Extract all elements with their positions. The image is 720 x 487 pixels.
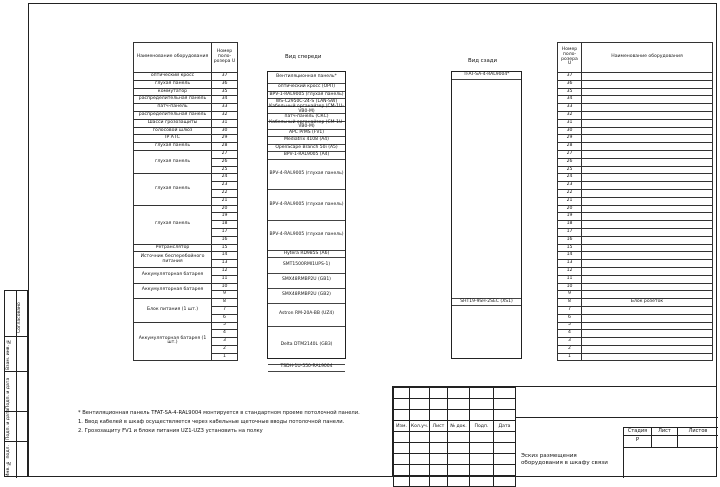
right-table-row: [558, 314, 713, 322]
left-cell-num: 10: [212, 283, 238, 291]
right-table-row: [558, 73, 713, 81]
note-0: * Вентиляционная панель TFAT-SA-4-RAL9004 монтируется в стандартном проеме потолочной панели.: [78, 410, 360, 416]
right-table-row: [558, 275, 713, 283]
left-cell-num: 4: [212, 330, 238, 338]
right-table-row: [558, 299, 713, 307]
right-cell-name: [582, 345, 713, 353]
note-1: 1. Ввод кабелей в шкаф осуществляется через кабельные щеточные вводы потолочной панели.: [78, 419, 345, 426]
stamp-inv-orig: Инв. № подл.: [6, 445, 11, 477]
right-cell-num: 18: [558, 221, 582, 229]
front-rack-item: BPV-1-RAL9005 (А4): [268, 152, 345, 160]
right-cell-name: [582, 143, 713, 151]
right-table-row: [558, 104, 713, 112]
right-cell-num: 36: [558, 80, 582, 88]
left-table-row: [134, 80, 238, 88]
left-cell-name: глухая панель: [134, 174, 212, 205]
left-cell-num: 12: [212, 267, 238, 275]
right-cell-name: [582, 96, 713, 104]
left-cell-num: 34: [212, 96, 238, 104]
right-cell-num: 9: [558, 291, 582, 299]
front-view-rack: [267, 71, 346, 370]
left-cell-num: 7: [212, 306, 238, 314]
left-cell-num: 19: [212, 213, 238, 221]
left-table-row: [134, 96, 238, 104]
right-cell-num: 13: [558, 260, 582, 268]
right-cell-num: 34: [558, 96, 582, 104]
right-cell-num: 14: [558, 252, 582, 260]
rear-view-rack: [451, 71, 522, 359]
right-cell-name: Блок розеток: [582, 299, 713, 307]
left-cell-name: глухая панель: [134, 143, 212, 151]
right-table-row: [558, 158, 713, 166]
left-cell-num: 31: [212, 119, 238, 127]
left-cell-num: 25: [212, 166, 238, 174]
right-header-name: Наименование оборудования: [582, 43, 713, 73]
right-table-row: [558, 205, 713, 213]
right-cell-name: [582, 213, 713, 221]
right-table-row: [558, 143, 713, 151]
right-cell-num: 35: [558, 88, 582, 96]
left-table-row: [134, 244, 238, 252]
left-table-row: [134, 150, 238, 158]
right-cell-num: 11: [558, 275, 582, 283]
right-cell-num: 4: [558, 330, 582, 338]
right-cell-num: 8: [558, 299, 582, 307]
right-table-row: [558, 345, 713, 353]
front-rack-item: SMX48RMBP2U (GB1): [268, 274, 345, 289]
right-cell-name: [582, 330, 713, 338]
left-table-row: [134, 135, 238, 143]
right-table-row: [558, 213, 713, 221]
right-table-row: [558, 306, 713, 314]
left-cell-num: 36: [212, 80, 238, 88]
left-cell-num: 15: [212, 244, 238, 252]
left-cell-num: 1: [212, 353, 238, 361]
left-cell-num: 28: [212, 143, 238, 151]
right-cell-name: [582, 267, 713, 275]
left-equipment-table: [133, 42, 238, 361]
left-cell-name: глухая панель: [134, 205, 212, 244]
rear-view-title: Вид сзади: [468, 58, 498, 64]
notes: [78, 410, 378, 437]
left-cell-name: Ретранслятор: [134, 244, 212, 252]
right-table-row: [558, 127, 713, 135]
right-cell-num: 37: [558, 73, 582, 81]
left-table-row: [134, 174, 238, 182]
left-cell-name: Аккумуляторная батарея: [134, 267, 212, 283]
drawing-caption: Эскиз размещения оборудования в шкафу связи: [521, 453, 608, 467]
right-table-row: [558, 88, 713, 96]
right-cell-name: [582, 353, 713, 361]
rev-col-header: Кол.уч.: [410, 421, 430, 432]
left-cell-num: 13: [212, 260, 238, 268]
right-cell-num: 12: [558, 267, 582, 275]
rev-col-header: Изм.: [394, 421, 410, 432]
rev-col-header: Лист: [430, 421, 448, 432]
front-rack-item: BPV-4-RAL9005 (глухая панель): [268, 160, 345, 190]
left-table-row: [134, 299, 238, 307]
right-header-num: Номер поло-розера U: [558, 43, 582, 73]
right-cell-num: 5: [558, 322, 582, 330]
left-table-row: [134, 73, 238, 81]
stamp-sign-date: Подп. и дата: [6, 377, 11, 409]
left-header-num: Номер поло-розера U: [212, 43, 238, 73]
right-table-row: [558, 119, 713, 127]
stage-value: Р: [635, 437, 640, 443]
stage-header: Стадия: [627, 428, 648, 434]
left-cell-num: 29: [212, 135, 238, 143]
right-cell-num: 21: [558, 197, 582, 205]
rev-col-header: Дата: [494, 421, 516, 432]
front-rack-item: оптический кросс (ОРП): [268, 84, 345, 92]
right-cell-num: 26: [558, 158, 582, 166]
right-cell-num: 30: [558, 127, 582, 135]
right-table-row: [558, 111, 713, 119]
right-table-row: [558, 135, 713, 143]
title-block: [392, 386, 717, 477]
right-cell-name: [582, 158, 713, 166]
right-table-row: [558, 252, 713, 260]
front-rack-item: SMX48RMBP2U (GB2): [268, 289, 345, 304]
left-cell-num: 20: [212, 205, 238, 213]
right-table-row: [558, 228, 713, 236]
right-cell-name: [582, 228, 713, 236]
right-equipment-table: [557, 42, 713, 361]
front-rack-item: OpenScape Branch 50i (A5): [268, 145, 345, 153]
right-cell-name: [582, 135, 713, 143]
left-cell-name: глухая панель: [134, 150, 212, 173]
left-cell-num: 32: [212, 111, 238, 119]
front-rack-item: Delta DTM2140L (GB3): [268, 327, 345, 365]
right-table-row: [558, 283, 713, 291]
right-table-row: [558, 150, 713, 158]
right-cell-num: 20: [558, 205, 582, 213]
right-table-row: [558, 338, 713, 346]
sheet-header: Лист: [658, 428, 671, 434]
front-rack-item: Astron RM-20A-BB (UZ4): [268, 304, 345, 327]
left-cell-name: Блок питания (1 шт.): [134, 299, 212, 322]
right-table-row: [558, 197, 713, 205]
left-table-row: [134, 322, 238, 330]
front-rack-item: Кабельный органайзер (CM-1U-VB0-M): [269, 104, 344, 115]
left-cell-num: 24: [212, 174, 238, 182]
left-table-row: [134, 283, 238, 291]
front-rack-item: патч-панель (СКС): [268, 114, 345, 122]
right-cell-name: [582, 166, 713, 174]
right-cell-name: [582, 197, 713, 205]
right-cell-name: [582, 252, 713, 260]
stamp-agreed: Согласовано: [17, 302, 22, 333]
right-cell-name: [582, 111, 713, 119]
right-cell-num: 10: [558, 283, 582, 291]
right-cell-num: 3: [558, 338, 582, 346]
left-cell-num: 16: [212, 236, 238, 244]
right-table-row: [558, 182, 713, 190]
sheets-header: Листов: [688, 428, 708, 434]
front-rack-item: Hytera RD985S (А6): [268, 251, 345, 259]
right-cell-num: 23: [558, 182, 582, 190]
right-table-row: [558, 260, 713, 268]
left-cell-name: распределительная панель: [134, 111, 212, 119]
right-cell-num: 2: [558, 345, 582, 353]
right-cell-name: [582, 283, 713, 291]
right-cell-num: 1: [558, 353, 582, 361]
left-table-row: [134, 252, 238, 260]
right-cell-name: [582, 291, 713, 299]
right-cell-name: [582, 236, 713, 244]
left-cell-num: 14: [212, 252, 238, 260]
left-cell-num: 5: [212, 322, 238, 330]
left-cell-num: 37: [212, 73, 238, 81]
rear-vent-panel: TFAT-SA-4-RAL9004*: [452, 72, 521, 80]
left-cell-num: 6: [212, 314, 238, 322]
right-cell-num: 22: [558, 189, 582, 197]
right-cell-name: [582, 174, 713, 182]
right-cell-name: [582, 119, 713, 127]
rev-col-header: Подп.: [470, 421, 494, 432]
front-rack-item: Кабельный органайзер (CM-1U-VB0-M): [269, 119, 344, 130]
right-table-row: [558, 322, 713, 330]
front-rack-item: Mediatrix 4108 (A4): [268, 137, 345, 145]
right-cell-num: 25: [558, 166, 582, 174]
right-cell-num: 19: [558, 213, 582, 221]
left-cell-num: 22: [212, 189, 238, 197]
right-cell-num: 16: [558, 236, 582, 244]
right-cell-num: 24: [558, 174, 582, 182]
left-cell-num: 23: [212, 182, 238, 190]
note-2: 2. Грозозащиту FV1 и блоки питания UZ1-UZ3 установить на полку: [78, 428, 263, 435]
left-cell-num: 18: [212, 221, 238, 229]
right-cell-num: 33: [558, 104, 582, 112]
right-table-row: [558, 80, 713, 88]
right-table-row: [558, 166, 713, 174]
left-cell-name: Аккумуляторная батарея: [134, 283, 212, 299]
left-cell-num: 27: [212, 150, 238, 158]
right-table-row: [558, 330, 713, 338]
front-rack-item: Вентиляционная панель*: [268, 72, 345, 84]
left-cell-name: коммутатор: [134, 88, 212, 96]
right-cell-num: 28: [558, 143, 582, 151]
left-cell-num: 3: [212, 338, 238, 346]
right-cell-name: [582, 189, 713, 197]
left-cell-num: 35: [212, 88, 238, 96]
right-cell-name: [582, 127, 713, 135]
right-cell-name: [582, 314, 713, 322]
right-cell-num: 29: [558, 135, 582, 143]
left-cell-name: Шасси грозозащиты: [134, 119, 212, 127]
front-rack-item: SMT1500RMI1UPS-1): [268, 258, 345, 273]
right-table-row: [558, 244, 713, 252]
left-cell-name: распределительная панель: [134, 96, 212, 104]
rev-col-header: № док.: [448, 421, 470, 432]
left-cell-name: глухая панель: [134, 80, 212, 88]
left-cell-num: 11: [212, 275, 238, 283]
right-cell-name: [582, 88, 713, 96]
front-rack-item: BPV-4-RAL9005 (глухая панель): [268, 221, 345, 251]
right-cell-name: [582, 221, 713, 229]
left-cell-num: 9: [212, 291, 238, 299]
left-cell-name: голосовой шлюз: [134, 127, 212, 135]
right-cell-name: [582, 338, 713, 346]
side-stamp: [4, 290, 28, 477]
right-table-row: [558, 174, 713, 182]
left-cell-num: 2: [212, 345, 238, 353]
right-table-row: [558, 353, 713, 361]
front-rack-item: BPV-1-RAL9005 (глухая панель): [268, 92, 345, 100]
left-table-row: [134, 119, 238, 127]
right-cell-name: [582, 182, 713, 190]
left-cell-num: 8: [212, 299, 238, 307]
stamp-sign-date-2: Подп. и дата: [6, 408, 11, 440]
revision-grid: [393, 387, 516, 487]
left-cell-name: IP АТС: [134, 135, 212, 143]
left-cell-num: 21: [212, 197, 238, 205]
left-cell-num: 33: [212, 104, 238, 112]
right-cell-name: [582, 244, 713, 252]
left-header-name: Наименование оборудования: [134, 43, 212, 73]
left-cell-name: патч-панель: [134, 104, 212, 112]
right-cell-num: 15: [558, 244, 582, 252]
left-cell-name: Аккумуляторная батарея (1 шт.): [134, 322, 212, 361]
left-cell-num: 30: [212, 127, 238, 135]
right-table-row: [558, 236, 713, 244]
front-rack-item: BPV-4-RAL9005 (глухая панель): [268, 190, 345, 220]
right-table-row: [558, 291, 713, 299]
right-cell-name: [582, 205, 713, 213]
right-cell-name: [582, 260, 713, 268]
right-cell-num: 27: [558, 150, 582, 158]
right-cell-name: [582, 150, 713, 158]
left-table-row: [134, 104, 238, 112]
right-cell-name: [582, 80, 713, 88]
right-cell-num: 17: [558, 228, 582, 236]
left-table-row: [134, 88, 238, 96]
right-cell-num: 32: [558, 111, 582, 119]
left-table-row: [134, 267, 238, 275]
front-rack-item: TSDH-1U-550-RAL9004: [268, 365, 345, 373]
right-cell-name: [582, 306, 713, 314]
front-rack-item: WS-C2950C-24-S (LAN-SW): [268, 99, 345, 107]
right-cell-name: [582, 104, 713, 112]
left-cell-num: 26: [212, 158, 238, 166]
left-table-row: [134, 127, 238, 135]
left-cell-name: оптический кросс: [134, 73, 212, 81]
right-cell-name: [582, 322, 713, 330]
left-cell-name: Источник бесперебойного питания: [134, 252, 212, 268]
rear-socket-block: SHT19-9SH-2SEC (XS1): [452, 298, 521, 306]
right-cell-num: 31: [558, 119, 582, 127]
right-table-row: [558, 221, 713, 229]
right-table-row: [558, 96, 713, 104]
right-table-row: [558, 189, 713, 197]
right-cell-name: [582, 73, 713, 81]
right-cell-name: [582, 275, 713, 283]
left-cell-num: 17: [212, 228, 238, 236]
left-table-row: [134, 205, 238, 213]
right-cell-num: 7: [558, 306, 582, 314]
right-cell-num: 6: [558, 314, 582, 322]
front-view-title: Вид спереди: [285, 54, 322, 60]
stamp-replace-inv: Взам. инв. №: [6, 338, 11, 370]
right-table-row: [558, 267, 713, 275]
front-rack-item: APC PrMS (FV1): [268, 130, 345, 138]
left-table-row: [134, 111, 238, 119]
left-table-row: [134, 143, 238, 151]
